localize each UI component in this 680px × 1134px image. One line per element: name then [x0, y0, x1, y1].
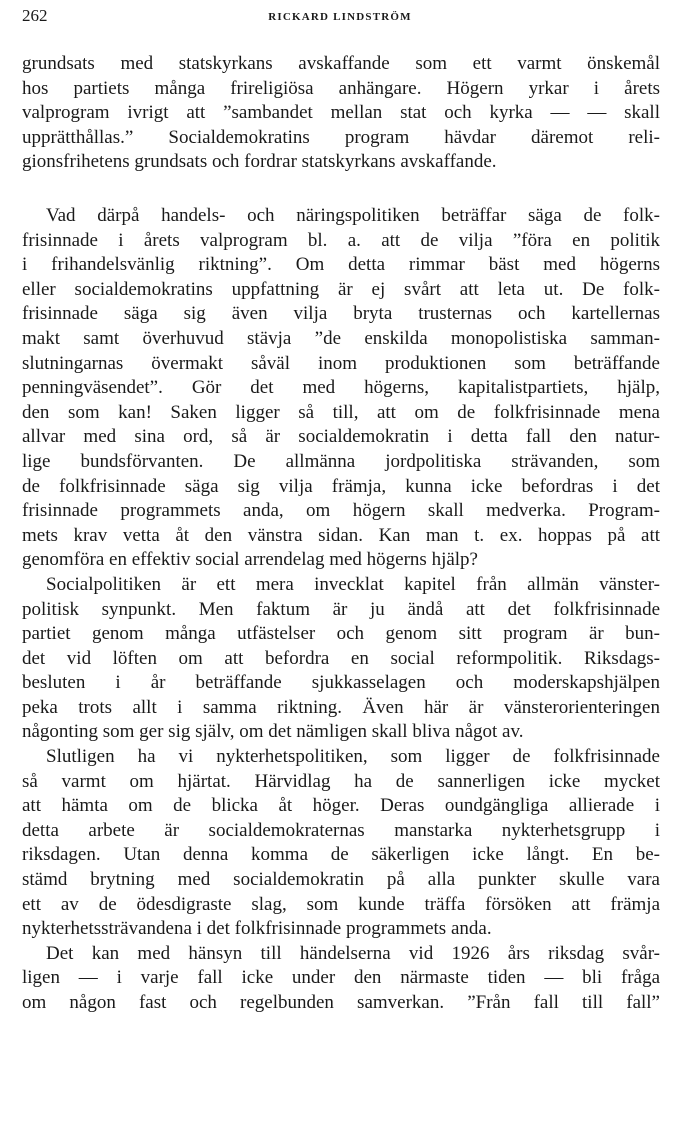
text-line: Vad därpå handels- och näringspolitiken beträffar säga de folk- — [46, 205, 660, 226]
text-line: makt samt överhuvud stävja ”de enskilda monopolistiska samman- — [22, 327, 660, 349]
text-line: frisinnade i årets valprogram bl. a. att de vilja ”föra en politik — [22, 229, 660, 251]
paragraph-nykterhetspolitik — [22, 745, 660, 942]
text-line: så varmt om hjärtat. Härvidlag ha de sannerligen icke mycket — [22, 770, 660, 792]
text-line: upprätthållas.” Socialdemokratins program hävdar däremot reli- — [22, 126, 660, 148]
text-line: mets krav vetta åt den vänstra sidan. Kan man t. ex. hoppas på att — [22, 524, 660, 546]
text-line: den som kan! Saken ligger så till, att om de folkfrisinnade mena — [22, 401, 660, 423]
text-line: eller socialdemokratins uppfattning är ej svårt att leta ut. De folk- — [22, 278, 660, 300]
text-line: de folkfrisinnade säga sig vilja främja, kunna icke befordras i det — [22, 475, 660, 497]
paragraph-socialpolitik — [22, 573, 660, 745]
text-line: om någon fast och regelbunden samverkan. ”Från fall till fall” — [22, 992, 660, 1013]
page-number: 262 — [22, 6, 48, 25]
text-line: nykterhetssträvandena i det folkfrisinnade programmets anda. — [22, 918, 492, 940]
text-line: det vid löften om att befordra en social reformpolitik. Riksdags- — [22, 647, 660, 669]
text-line: hos partiets många frireligiösa anhängare. Högern yrkar i årets — [22, 77, 660, 99]
paragraph-handelspolitik — [22, 204, 660, 573]
running-head: RICKARD LINDSTRÖM — [268, 11, 412, 23]
text-line: ett av de ödesdigraste slag, som kunde träffa försöken att främja — [22, 893, 660, 915]
text-line: frisinnade programmets anda, om högern skall medverka. Program- — [22, 500, 660, 522]
text-line: besluten i år beträffande sjukkasselagen och moderskapshjälpen — [22, 672, 660, 694]
text-line: allvar med sina ord, så är socialdemokratin i detta fall den natur- — [22, 426, 660, 448]
text-line: att hämta om de blicka åt höger. Deras oundgängliga allierade i — [22, 795, 660, 817]
text-line: lige bundsförvanten. De allmänna jordpolitiska strävanden, som — [22, 450, 660, 472]
paragraph-statskyrkan — [22, 52, 660, 175]
text-line: peka trots allt i samma riktning. Även här är vänsterorienteringen — [22, 696, 660, 718]
text-line: politisk synpunkt. Men faktum är ju ändå att det folkfrisinnade — [22, 598, 660, 620]
text-line: ligen — i varje fall icke under den närmaste tiden — bli fråga — [22, 967, 660, 989]
text-line: partiet genom många utfästelser och genom sitt program är bun- — [22, 623, 660, 645]
text-line: gionsfrihetens grundsats och fordrar statskyrkans avskaffande. — [22, 151, 497, 173]
text-line: slutningarnas övermakt såväl inom produktionen som beträffande — [22, 352, 660, 374]
text-line: någonting som ger sig själv, om det nämligen skall bliva något av. — [22, 721, 524, 743]
text-line: Det kan med hänsyn till händelserna vid 1926 års riksdag svår- — [46, 942, 660, 964]
text-line: grundsats med statskyrkans avskaffande som ett varmt önskemål — [22, 53, 660, 74]
text-line: penningväsendet”. Gör det med högerns, kapitalistpartiets, hjälp, — [22, 377, 660, 399]
text-line: stämd brytning med socialdemokratin på alla punkter skulle vara — [22, 869, 660, 891]
text-line: Slutligen ha vi nykterhetspolitiken, som ligger de folkfrisinnade — [46, 746, 660, 768]
text-line: i frihandelsvänlig riktning”. Om detta rimmar bäst med högerns — [22, 254, 660, 276]
page-header — [22, 6, 658, 30]
text-line: detta arbete är socialdemokraternas manstarka nykterhetsgrupp i — [22, 819, 660, 841]
text-line: frisinnade säga sig även vilja bryta trusternas och kartellernas — [22, 303, 660, 325]
text-line: genomföra en effektiv social arrendelag med högerns hjälp? — [22, 549, 478, 571]
text-line: riksdagen. Utan denna komma de säkerligen icke långt. En be- — [22, 844, 660, 866]
text-line: valprogram ivrigt att ”sambandet mellan stat och kyrka — — skall — [22, 102, 660, 124]
paragraph-samverkan — [22, 942, 660, 1016]
body-text — [22, 204, 660, 1016]
text-line: Socialpolitiken är ett mera invecklat kapitel från allmän vänster- — [46, 573, 660, 595]
